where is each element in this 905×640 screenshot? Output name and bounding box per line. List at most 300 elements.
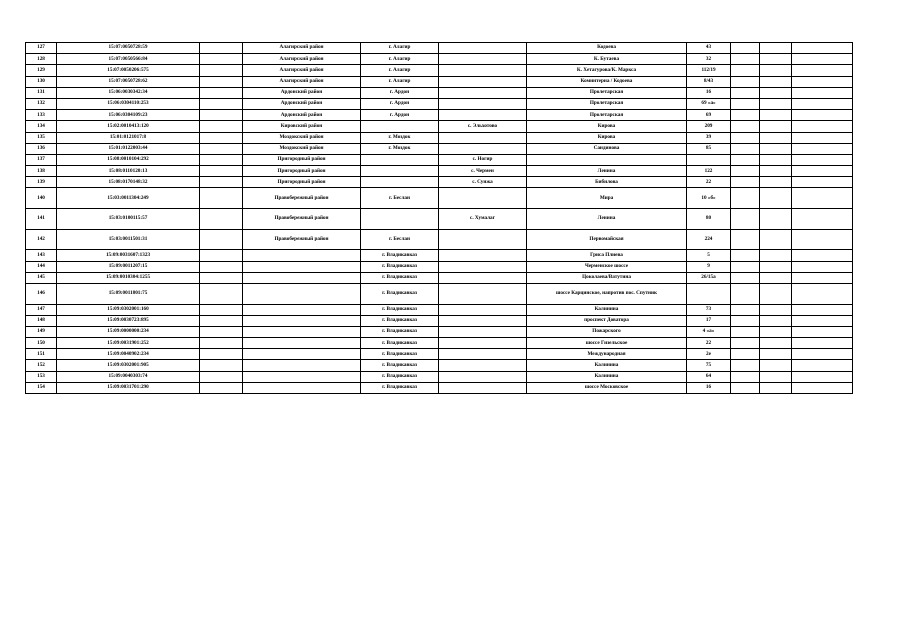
city-cell: [361, 121, 439, 132]
row-number-cell: 131: [26, 87, 57, 98]
empty-cell: [200, 250, 243, 261]
empty-cell: [760, 76, 792, 87]
empty-cell: [200, 143, 243, 154]
district-cell: Пригородный район: [243, 154, 361, 165]
cadastral-number-cell: 15:06:0304110:253: [57, 98, 200, 109]
city-cell: г. Ардон: [361, 110, 439, 121]
house-number-cell: 9: [687, 261, 731, 272]
empty-cell: [731, 208, 760, 229]
house-number-cell: 43: [687, 43, 731, 54]
cadastral-number-cell: 15:07:0050728:62: [57, 76, 200, 87]
empty-cell: [792, 166, 853, 177]
cadastral-number-cell: 15:01:0121017:8: [57, 132, 200, 143]
city-cell: г. Алагир: [361, 65, 439, 76]
empty-cell: [200, 261, 243, 272]
empty-cell: [792, 177, 853, 188]
table-row: [26, 143, 853, 154]
cadastral-number-cell: 15:01:0122003:44: [57, 143, 200, 154]
house-number-cell: 16: [687, 382, 731, 393]
table-row: [26, 98, 853, 109]
row-number-cell: 145: [26, 272, 57, 283]
row-number-cell: 146: [26, 284, 57, 305]
district-cell: [243, 272, 361, 283]
row-number-cell: 153: [26, 371, 57, 382]
row-number-cell: 143: [26, 250, 57, 261]
district-cell: [243, 284, 361, 305]
village-cell: [439, 229, 527, 250]
city-cell: г. Владикавказ: [361, 250, 439, 261]
village-cell: с. Хумалаг: [439, 208, 527, 229]
street-cell: Ленина: [527, 166, 687, 177]
city-cell: г. Владикавказ: [361, 326, 439, 337]
empty-cell: [792, 54, 853, 65]
table-row: [26, 382, 853, 393]
empty-cell: [792, 284, 853, 305]
village-cell: [439, 250, 527, 261]
empty-cell: [760, 382, 792, 393]
city-cell: г. Владикавказ: [361, 284, 439, 305]
district-cell: [243, 304, 361, 315]
empty-cell: [731, 76, 760, 87]
empty-cell: [760, 371, 792, 382]
city-cell: г. Алагир: [361, 43, 439, 54]
empty-cell: [760, 261, 792, 272]
empty-cell: [760, 349, 792, 360]
empty-cell: [792, 143, 853, 154]
empty-cell: [760, 272, 792, 283]
empty-cell: [731, 261, 760, 272]
district-cell: [243, 261, 361, 272]
cadastral-number-cell: 15:08:0010104:292: [57, 154, 200, 165]
empty-cell: [792, 208, 853, 229]
house-number-cell: [687, 154, 731, 165]
row-number-cell: 147: [26, 304, 57, 315]
city-cell: г. Алагир: [361, 76, 439, 87]
village-cell: [439, 382, 527, 393]
street-cell: Калинина: [527, 304, 687, 315]
cadastral-number-cell: 15:08:0170148:32: [57, 177, 200, 188]
village-cell: с. Сунжа: [439, 177, 527, 188]
house-number-cell: 8/43: [687, 76, 731, 87]
street-cell: Кирова: [527, 121, 687, 132]
empty-cell: [792, 250, 853, 261]
district-cell: Ардонский район: [243, 98, 361, 109]
empty-cell: [792, 132, 853, 143]
empty-cell: [731, 166, 760, 177]
house-number-cell: 22: [687, 338, 731, 349]
district-cell: Ардонский район: [243, 87, 361, 98]
village-cell: [439, 338, 527, 349]
row-number-cell: 148: [26, 315, 57, 326]
district-cell: [243, 360, 361, 371]
row-number-cell: 141: [26, 208, 57, 229]
empty-cell: [760, 121, 792, 132]
empty-cell: [731, 326, 760, 337]
empty-cell: [760, 154, 792, 165]
city-cell: г. Моздок: [361, 132, 439, 143]
row-number-cell: 144: [26, 261, 57, 272]
city-cell: г. Владикавказ: [361, 261, 439, 272]
empty-cell: [200, 76, 243, 87]
cadastral-number-cell: 15:09:0030723:895: [57, 315, 200, 326]
city-cell: г. Беслан: [361, 188, 439, 209]
city-cell: г. Владикавказ: [361, 315, 439, 326]
village-cell: [439, 110, 527, 121]
empty-cell: [200, 132, 243, 143]
district-cell: Ардонский район: [243, 110, 361, 121]
empty-cell: [760, 166, 792, 177]
empty-cell: [760, 87, 792, 98]
district-cell: [243, 371, 361, 382]
table-row: [26, 121, 853, 132]
street-cell: Коминтерна / Кодоева: [527, 76, 687, 87]
district-cell: Пригородный район: [243, 177, 361, 188]
empty-cell: [200, 284, 243, 305]
empty-cell: [731, 121, 760, 132]
empty-cell: [792, 304, 853, 315]
house-number-cell: 69 «а»: [687, 98, 731, 109]
village-cell: [439, 188, 527, 209]
city-cell: [361, 166, 439, 177]
empty-cell: [792, 382, 853, 393]
empty-cell: [200, 166, 243, 177]
district-cell: Правобережный район: [243, 208, 361, 229]
table-row: [26, 360, 853, 371]
city-cell: г. Владикавказ: [361, 349, 439, 360]
empty-cell: [760, 304, 792, 315]
district-cell: Алагирский район: [243, 76, 361, 87]
cadastral-number-cell: 15:06:0030342:34: [57, 87, 200, 98]
empty-cell: [792, 360, 853, 371]
street-cell: шоссе Карцинское, напротив пос. Спутник: [527, 284, 687, 305]
empty-cell: [760, 143, 792, 154]
district-cell: Правобережный район: [243, 188, 361, 209]
district-cell: Пригородный район: [243, 166, 361, 177]
row-number-cell: 134: [26, 121, 57, 132]
empty-cell: [792, 87, 853, 98]
row-number-cell: 136: [26, 143, 57, 154]
district-cell: [243, 349, 361, 360]
street-cell: Ленина: [527, 208, 687, 229]
village-cell: [439, 54, 527, 65]
street-cell: Калинина: [527, 360, 687, 371]
row-number-cell: 149: [26, 326, 57, 337]
empty-cell: [760, 208, 792, 229]
table-row: [26, 65, 853, 76]
house-number-cell: 5: [687, 250, 731, 261]
street-cell: Мира: [527, 188, 687, 209]
city-cell: г. Владикавказ: [361, 338, 439, 349]
empty-cell: [760, 54, 792, 65]
city-cell: [361, 154, 439, 165]
empty-cell: [200, 371, 243, 382]
street-cell: Гриса Плиева: [527, 250, 687, 261]
empty-cell: [792, 154, 853, 165]
table-row: [26, 304, 853, 315]
street-cell: Пролетарская: [527, 87, 687, 98]
row-number-cell: 129: [26, 65, 57, 76]
empty-cell: [760, 315, 792, 326]
row-number-cell: 137: [26, 154, 57, 165]
address-table: [25, 42, 853, 394]
empty-cell: [200, 349, 243, 360]
house-number-cell: 112/19: [687, 65, 731, 76]
empty-cell: [731, 272, 760, 283]
table-row: [26, 87, 853, 98]
empty-cell: [760, 284, 792, 305]
street-cell: Калинина: [527, 371, 687, 382]
table-row: [26, 132, 853, 143]
table-row: [26, 261, 853, 272]
empty-cell: [792, 188, 853, 209]
cadastral-number-cell: 15:09:0011207:15: [57, 261, 200, 272]
empty-cell: [792, 315, 853, 326]
house-number-cell: [687, 284, 731, 305]
row-number-cell: 152: [26, 360, 57, 371]
city-cell: г. Владикавказ: [361, 360, 439, 371]
empty-cell: [760, 360, 792, 371]
row-number-cell: 151: [26, 349, 57, 360]
empty-cell: [200, 54, 243, 65]
street-cell: Международная: [527, 349, 687, 360]
city-cell: г. Ардон: [361, 98, 439, 109]
empty-cell: [200, 154, 243, 165]
street-cell: Черменское шоссе: [527, 261, 687, 272]
empty-cell: [200, 43, 243, 54]
empty-cell: [760, 188, 792, 209]
empty-cell: [731, 284, 760, 305]
cadastral-number-cell: 15:09:0302001:905: [57, 360, 200, 371]
empty-cell: [760, 229, 792, 250]
district-cell: Моздокский район: [243, 143, 361, 154]
village-cell: [439, 326, 527, 337]
district-cell: [243, 250, 361, 261]
district-cell: [243, 382, 361, 393]
row-number-cell: 127: [26, 43, 57, 54]
empty-cell: [731, 98, 760, 109]
village-cell: [439, 360, 527, 371]
empty-cell: [760, 326, 792, 337]
empty-cell: [731, 43, 760, 54]
city-cell: г. Владикавказ: [361, 272, 439, 283]
village-cell: [439, 315, 527, 326]
empty-cell: [200, 360, 243, 371]
empty-cell: [760, 338, 792, 349]
empty-cell: [792, 338, 853, 349]
empty-cell: [731, 338, 760, 349]
empty-cell: [200, 315, 243, 326]
empty-cell: [792, 326, 853, 337]
cadastral-number-cell: 15:03:0011304:249: [57, 188, 200, 209]
house-number-cell: 26/15а: [687, 272, 731, 283]
city-cell: г. Беслан: [361, 229, 439, 250]
empty-cell: [731, 177, 760, 188]
cadastral-number-cell: 15:07:0050728:59: [57, 43, 200, 54]
empty-cell: [760, 98, 792, 109]
empty-cell: [200, 65, 243, 76]
district-cell: Кировский район: [243, 121, 361, 132]
village-cell: [439, 143, 527, 154]
empty-cell: [200, 110, 243, 121]
street-cell: Цоколаева/Ватутина: [527, 272, 687, 283]
empty-cell: [792, 76, 853, 87]
house-number-cell: 64: [687, 371, 731, 382]
table-row: [26, 43, 853, 54]
cadastral-number-cell: 15:02:0010413:120: [57, 121, 200, 132]
district-cell: Моздокский район: [243, 132, 361, 143]
street-cell: Бибилова: [527, 177, 687, 188]
house-number-cell: 85: [687, 143, 731, 154]
cadastral-number-cell: 15:09:0000000:234: [57, 326, 200, 337]
empty-cell: [200, 208, 243, 229]
empty-cell: [200, 177, 243, 188]
empty-cell: [760, 65, 792, 76]
empty-cell: [200, 326, 243, 337]
house-number-cell: 10 «б»: [687, 188, 731, 209]
village-cell: [439, 272, 527, 283]
empty-cell: [200, 229, 243, 250]
empty-cell: [731, 304, 760, 315]
cadastral-number-cell: 15:08:0110120:13: [57, 166, 200, 177]
empty-cell: [760, 250, 792, 261]
street-cell: проспект Доватора: [527, 315, 687, 326]
table-row: [26, 338, 853, 349]
street-cell: шоссе Гизельское: [527, 338, 687, 349]
house-number-cell: 122: [687, 166, 731, 177]
house-number-cell: 4 «а»: [687, 326, 731, 337]
row-number-cell: 138: [26, 166, 57, 177]
village-cell: с. Ногир: [439, 154, 527, 165]
empty-cell: [200, 338, 243, 349]
city-cell: г. Моздок: [361, 143, 439, 154]
table-row: [26, 177, 853, 188]
empty-cell: [792, 98, 853, 109]
cadastral-number-cell: 15:06:0304109:23: [57, 110, 200, 121]
cadastral-number-cell: 15:09:0010304:1255: [57, 272, 200, 283]
house-number-cell: 32: [687, 54, 731, 65]
cadastral-number-cell: 15:09:0040303:74: [57, 371, 200, 382]
empty-cell: [731, 371, 760, 382]
empty-cell: [731, 250, 760, 261]
house-number-cell: 16: [687, 87, 731, 98]
village-cell: [439, 43, 527, 54]
district-cell: Алагирский район: [243, 43, 361, 54]
empty-cell: [731, 110, 760, 121]
street-cell: Кодоева: [527, 43, 687, 54]
empty-cell: [200, 188, 243, 209]
street-cell: К. Бутаева: [527, 54, 687, 65]
street-cell: Кирова: [527, 132, 687, 143]
cadastral-number-cell: 15:07:0050206:575: [57, 65, 200, 76]
empty-cell: [792, 121, 853, 132]
address-table-sheet: [25, 42, 852, 394]
village-cell: [439, 284, 527, 305]
cadastral-number-cell: 15:03:0100115:57: [57, 208, 200, 229]
house-number-cell: 2е: [687, 349, 731, 360]
village-cell: [439, 261, 527, 272]
empty-cell: [792, 371, 853, 382]
empty-cell: [760, 110, 792, 121]
empty-cell: [792, 110, 853, 121]
empty-cell: [792, 65, 853, 76]
empty-cell: [200, 121, 243, 132]
cadastral-number-cell: 15:09:0031901:252: [57, 338, 200, 349]
table-row: [26, 315, 853, 326]
cadastral-number-cell: 15:09:0031701:290: [57, 382, 200, 393]
cadastral-number-cell: 15:09:0031607:1323: [57, 250, 200, 261]
empty-cell: [731, 315, 760, 326]
city-cell: г. Владикавказ: [361, 371, 439, 382]
street-cell: [527, 154, 687, 165]
table-row: [26, 208, 853, 229]
district-cell: Правобережный район: [243, 229, 361, 250]
village-cell: [439, 98, 527, 109]
empty-cell: [731, 154, 760, 165]
table-row: [26, 54, 853, 65]
row-number-cell: 133: [26, 110, 57, 121]
house-number-cell: 69: [687, 110, 731, 121]
table-row: [26, 349, 853, 360]
district-cell: [243, 315, 361, 326]
empty-cell: [792, 272, 853, 283]
street-cell: шоссе Московское: [527, 382, 687, 393]
empty-cell: [792, 261, 853, 272]
row-number-cell: 130: [26, 76, 57, 87]
city-cell: г. Владикавказ: [361, 382, 439, 393]
district-cell: Алагирский район: [243, 65, 361, 76]
empty-cell: [731, 54, 760, 65]
table-row: [26, 371, 853, 382]
row-number-cell: 142: [26, 229, 57, 250]
row-number-cell: 128: [26, 54, 57, 65]
house-number-cell: 17: [687, 315, 731, 326]
empty-cell: [792, 349, 853, 360]
district-cell: [243, 326, 361, 337]
village-cell: [439, 349, 527, 360]
table-row: [26, 166, 853, 177]
district-cell: Алагирский район: [243, 54, 361, 65]
table-row: [26, 188, 853, 209]
empty-cell: [760, 43, 792, 54]
empty-cell: [731, 229, 760, 250]
street-cell: К. Хетагурова/К. Маркса: [527, 65, 687, 76]
empty-cell: [731, 132, 760, 143]
table-row: [26, 110, 853, 121]
empty-cell: [731, 382, 760, 393]
row-number-cell: 150: [26, 338, 57, 349]
city-cell: [361, 177, 439, 188]
empty-cell: [200, 272, 243, 283]
city-cell: г. Владикавказ: [361, 304, 439, 315]
street-cell: Пожарского: [527, 326, 687, 337]
row-number-cell: 154: [26, 382, 57, 393]
cadastral-number-cell: 15:09:0011801:75: [57, 284, 200, 305]
district-cell: [243, 338, 361, 349]
empty-cell: [731, 188, 760, 209]
street-cell: Первомайская: [527, 229, 687, 250]
village-cell: [439, 87, 527, 98]
house-number-cell: 224: [687, 229, 731, 250]
village-cell: с. Чермен: [439, 166, 527, 177]
house-number-cell: 75: [687, 360, 731, 371]
table-row: [26, 326, 853, 337]
table-row: [26, 272, 853, 283]
house-number-cell: 73: [687, 304, 731, 315]
table-row: [26, 284, 853, 305]
empty-cell: [731, 360, 760, 371]
cadastral-number-cell: 15:03:0011501:31: [57, 229, 200, 250]
empty-cell: [200, 98, 243, 109]
